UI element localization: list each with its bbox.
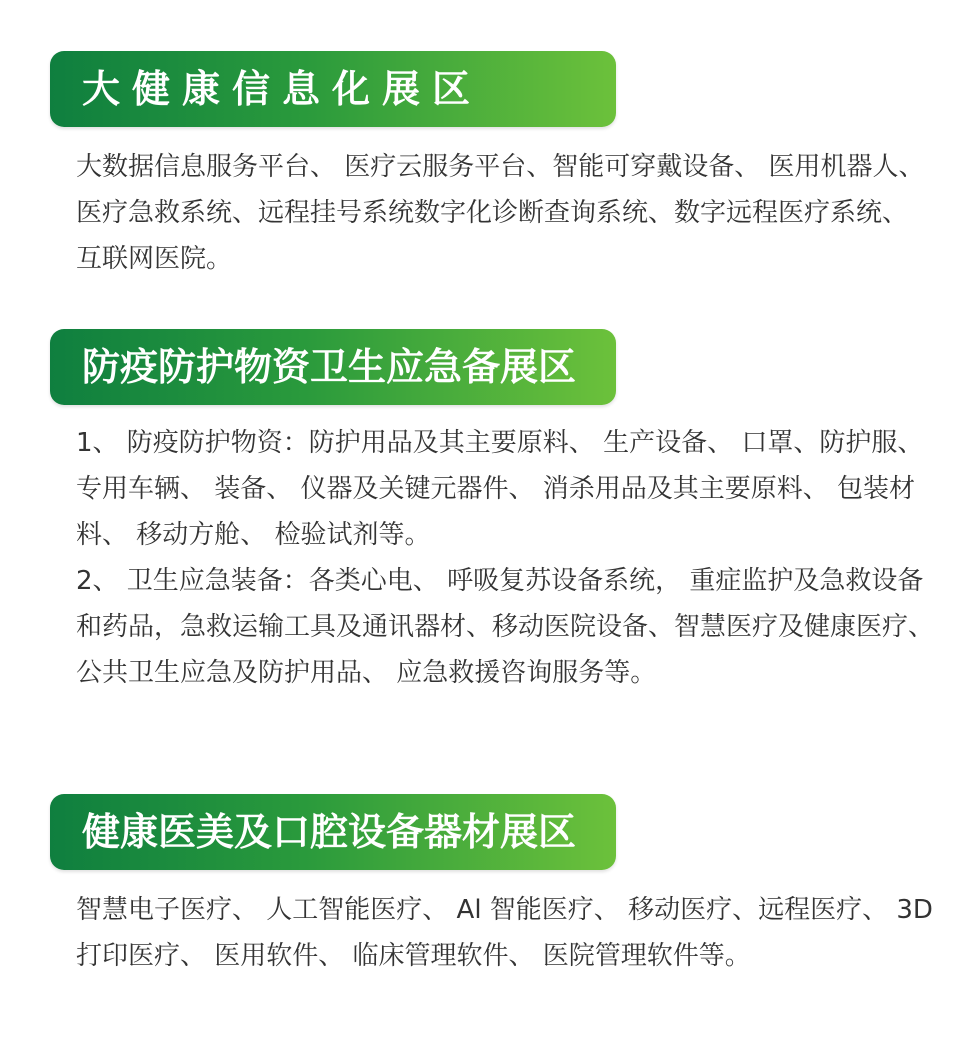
section-paragraph: 1、 防疫防护物资：防护用品及其主要原料、 生产设备、 口罩、防护服、 专用车辆、 装备、 仪器及关键元器件、 消杀用品及其主要原料、 包装材料、 移动方舱、 检验试剂等。: [76, 428, 924, 550]
section-body: [76, 144, 936, 282]
section-paragraph: 2、 卫生应急装备：各类心电、 呼吸复苏设备系统， 重症监护及急救设备和药品，急救运输工具及通讯器材、移动医院设备、智慧医疗及健康医疗、 公共卫生应急及防护用品、 应急救援咨询服务等。: [76, 566, 935, 688]
section-title: 大健康信息化展区: [82, 67, 483, 111]
section-title: 健康医美及口腔设备器材展区: [82, 810, 577, 854]
section-body: [76, 420, 936, 696]
section-paragraph: 智慧电子医疗、 人工智能医疗、 Al 智能医疗、 移动医疗、远程医疗、 3D 打印医疗、 医用软件、 临床管理软件、 医院管理软件等。: [76, 895, 933, 971]
section-paragraph: 大数据信息服务平台、 医疗云服务平台、智能可穿戴设备、 医用机器人、医疗急救系统、远程挂号系统数字化诊断查询系统、数字远程医疗系统、 互联网医院。: [76, 152, 925, 274]
section-body: [76, 887, 936, 979]
section-banner: [50, 51, 616, 127]
section-banner: [50, 794, 616, 870]
section-title: 防疫防护物资卫生应急备展区: [82, 345, 577, 389]
section-banner: [50, 329, 616, 405]
